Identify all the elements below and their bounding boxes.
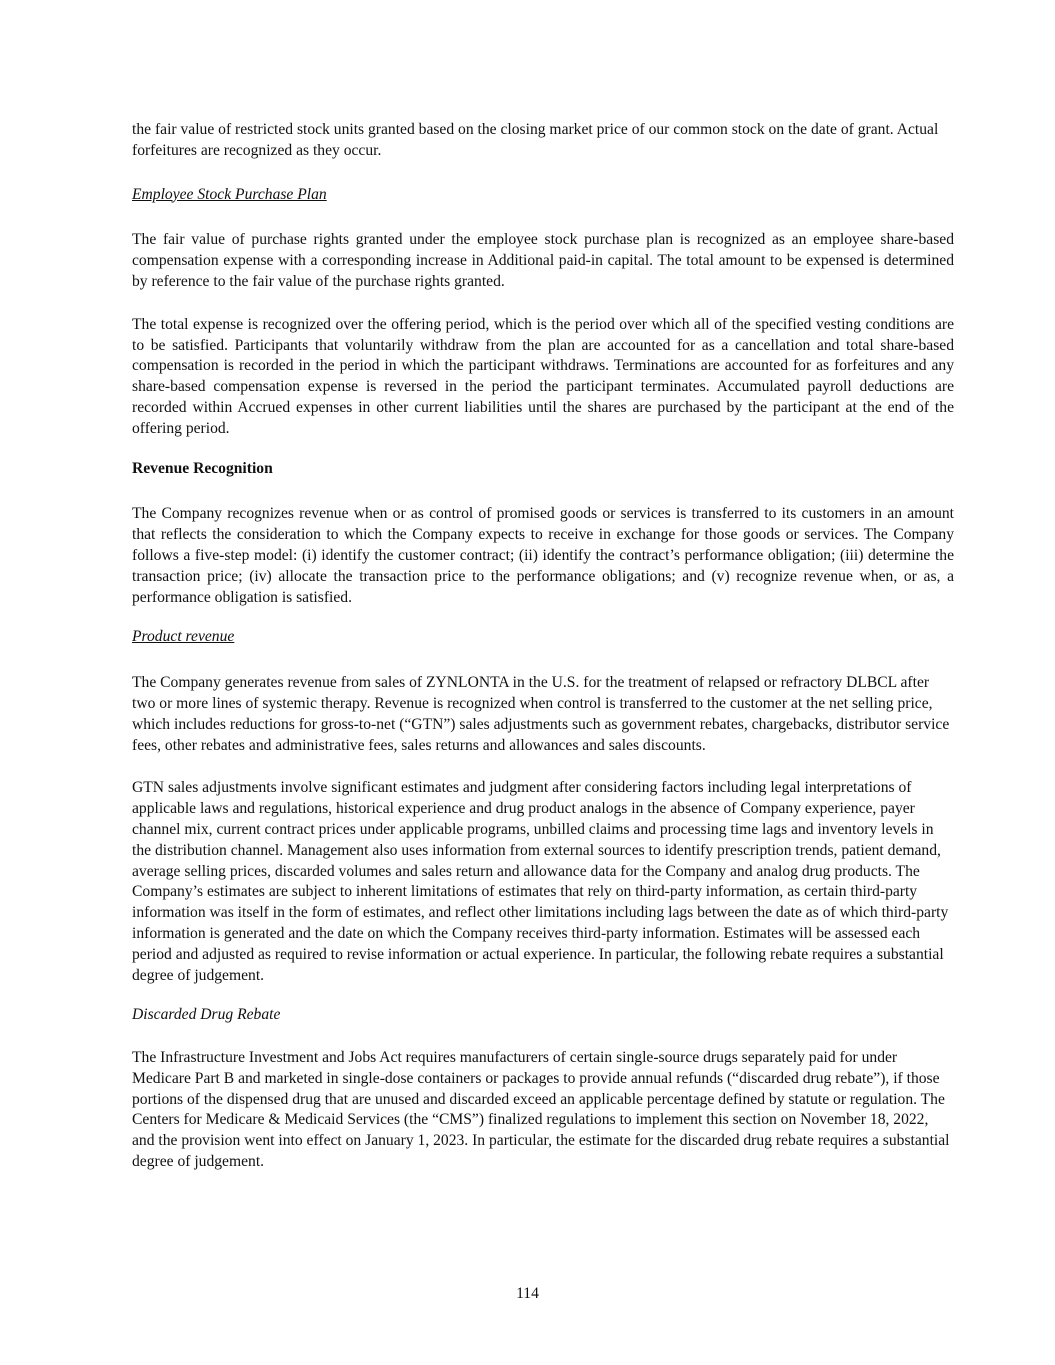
espp-heading: Employee Stock Purchase Plan: [132, 185, 327, 203]
document-page: [132, 120, 954, 1173]
revenue-paragraph-1: The Company recognizes revenue when or as control of promised goods or services is transferred to its customers in an amount that reflects the consideration to which the Company expects to receive in exchange for those goods or services. The Company follows a five-step model: (i) identify the customer contract; (ii) identify the contract’s performance obligation; (iii) determine the transaction price; (iv) allocate the transaction price to the performance obligations; and (v) recognize revenue when, or as, a performance obligation is satisfied.: [132, 505, 954, 606]
product-revenue-paragraph-1: The Company generates revenue from sales of ZYNLONTA in the U.S. for the treatment of relapsed or refractory DLBCL after two or more lines of systemic therapy. Revenue is recognized when control is transferred to the customer at the net selling price, which includes reductions for gross-to-net (“GTN”) sales adjustments such as government rebates, chargebacks, distributor service fees, other rebates and administrative fees, sales returns and allowances and sales discounts.: [132, 674, 950, 754]
revenue-recognition-heading: Revenue Recognition: [132, 459, 273, 477]
page-number: 114: [516, 1285, 539, 1302]
espp-paragraph-2: The total expense is recognized over the offering period, which is the period over which all of the specified vesting conditions are to be satisfied. Participants that voluntarily withdraw from the plan are accounted for as a cancellation and total share-based compensation is recorded in the period in which the participant withdraws. Terminations are accounted for as forfeitures and any share-based compensation expense is reversed in the period the participant terminates. Accumulated payroll deductions are recorded within Accrued expenses in other current liabilities until the shares are purchased by the participant at the end of the offering period.: [132, 315, 954, 437]
discarded-drug-rebate-paragraph: The Infrastructure Investment and Jobs Act requires manufacturers of certain single-source drugs separately paid for under Medicare Part B and marketed in single-dose containers or packages to provide annual refunds (“discarded drug rebate”), if those portions of the dispensed drug that are unused and discarded exceed an applicable percentage defined by statute or regulation. The Centers for Medicare & Medicaid Services (the “CMS”) finalized regulations to implement this section on November 18, 2022, and the provision went into effect on January 1, 2023. In particular, the estimate for the discarded drug rebate requires a substantial degree of judgement.: [132, 1049, 950, 1171]
intro-paragraph: the fair value of restricted stock units granted based on the closing market price of our common stock on the date of grant. Actual forfeitures are recognized as they occur.: [132, 121, 939, 159]
discarded-drug-rebate-heading: Discarded Drug Rebate: [132, 1006, 281, 1024]
product-revenue-paragraph-2: GTN sales adjustments involve significant estimates and judgment after considering factors including legal interpretations of applicable laws and regulations, historical experience and drug product analogs in the absence of Company experience, payer channel mix, current contract prices under applicable programs, unbilled claims and processing time lags and inventory levels in the distribution channel. Management also uses information from external sources to identify prescription trends, patient demand, average selling prices, discarded volumes and sales return and allowance data for the Company and analog drug products. The Company’s estimates are subject to inherent limitations of estimates that rely on third-party information, as certain third-party information was itself in the form of estimates, and reflect other limitations including lags between the date as of which third-party information is generated and the date on which the Company receives third-party information. Estimates will be assessed each period and adjusted as required to revise information or actual experience. In particular, the following rebate requires a substantial degree of judgement.: [132, 779, 949, 984]
product-revenue-heading: Product revenue: [132, 628, 235, 646]
espp-paragraph-1: The fair value of purchase rights granted under the employee stock purchase plan is recognized as an employee share-based compensation expense with a corresponding increase in Additional paid-in capital. The total amount to be expensed is determined by reference to the fair value of the purchase rights granted.: [132, 231, 954, 290]
